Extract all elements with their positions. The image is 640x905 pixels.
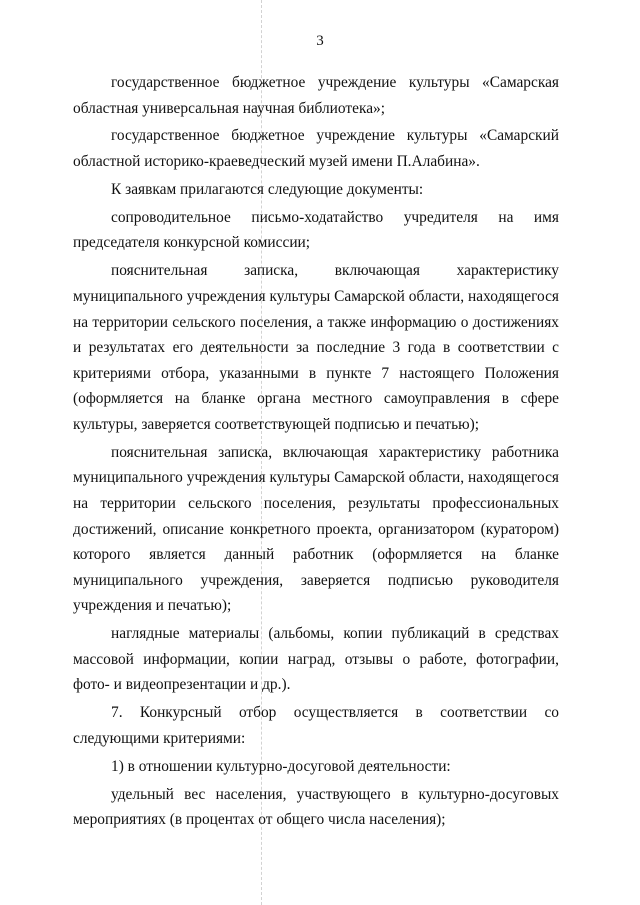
document-body	[73, 70, 559, 835]
page-number: 3	[316, 33, 324, 49]
paragraph-visual-materials: наглядные материалы (альбомы, копии публикаций в средствах массовой информации, копии наград, отзывы о работе, фотографии, фото- и видеопрезентации и др.).	[73, 625, 559, 694]
paragraph-library: государственное бюджетное учреждение культуры «Самарская областная универсальная научная библиотека»;	[73, 74, 559, 117]
paragraph-employee-note: пояснительная записка, включающая характеристику работника муниципального учреждения культуры Самарской области, находящегося на территории сельского поселения, результаты профессиональных достижений, описание конкретного проекта, организатором (куратором) которого является данный работник (оформляется на бланке муниципального учреждения, заверяется подписью руководителя учреждения и печатью);	[73, 443, 559, 615]
paragraph-institution-note: пояснительная записка, включающая характеристику муниципального учреждения культуры Самарской области, находящегося на территории сельского поселения, а также информацию о достижениях и результатах его деятельности за последние 3 года в соответствии с критериями отбора, указанными в пункте 7 настоящего Положения (оформляется на бланке органа местного самоуправления в сфере культуры, заверяется соответствующей подписью и печатью);	[73, 262, 559, 433]
paragraph-criteria-leisure: 1) в отношении культурно-досуговой деятельности:	[111, 757, 451, 775]
paragraph-participation-share: удельный вес населения, участвующего в культурно-досуговых мероприятиях (в процентах от общего числа населения);	[73, 785, 559, 829]
paragraph-museum: государственное бюджетное учреждение культуры «Самарский областной историко-краеведческий музей имени П.Алабина».	[73, 127, 559, 171]
paragraph-documents-intro: К заявкам прилагаются следующие документы:	[111, 180, 424, 198]
paragraph-cover-letter: сопроводительное письмо-ходатайство учредителя на имя председателя конкурсной комиссии;	[73, 208, 559, 252]
paragraph-criteria-heading: 7. Конкурсный отбор осуществляется в соответствии со следующими критериями:	[73, 704, 559, 747]
